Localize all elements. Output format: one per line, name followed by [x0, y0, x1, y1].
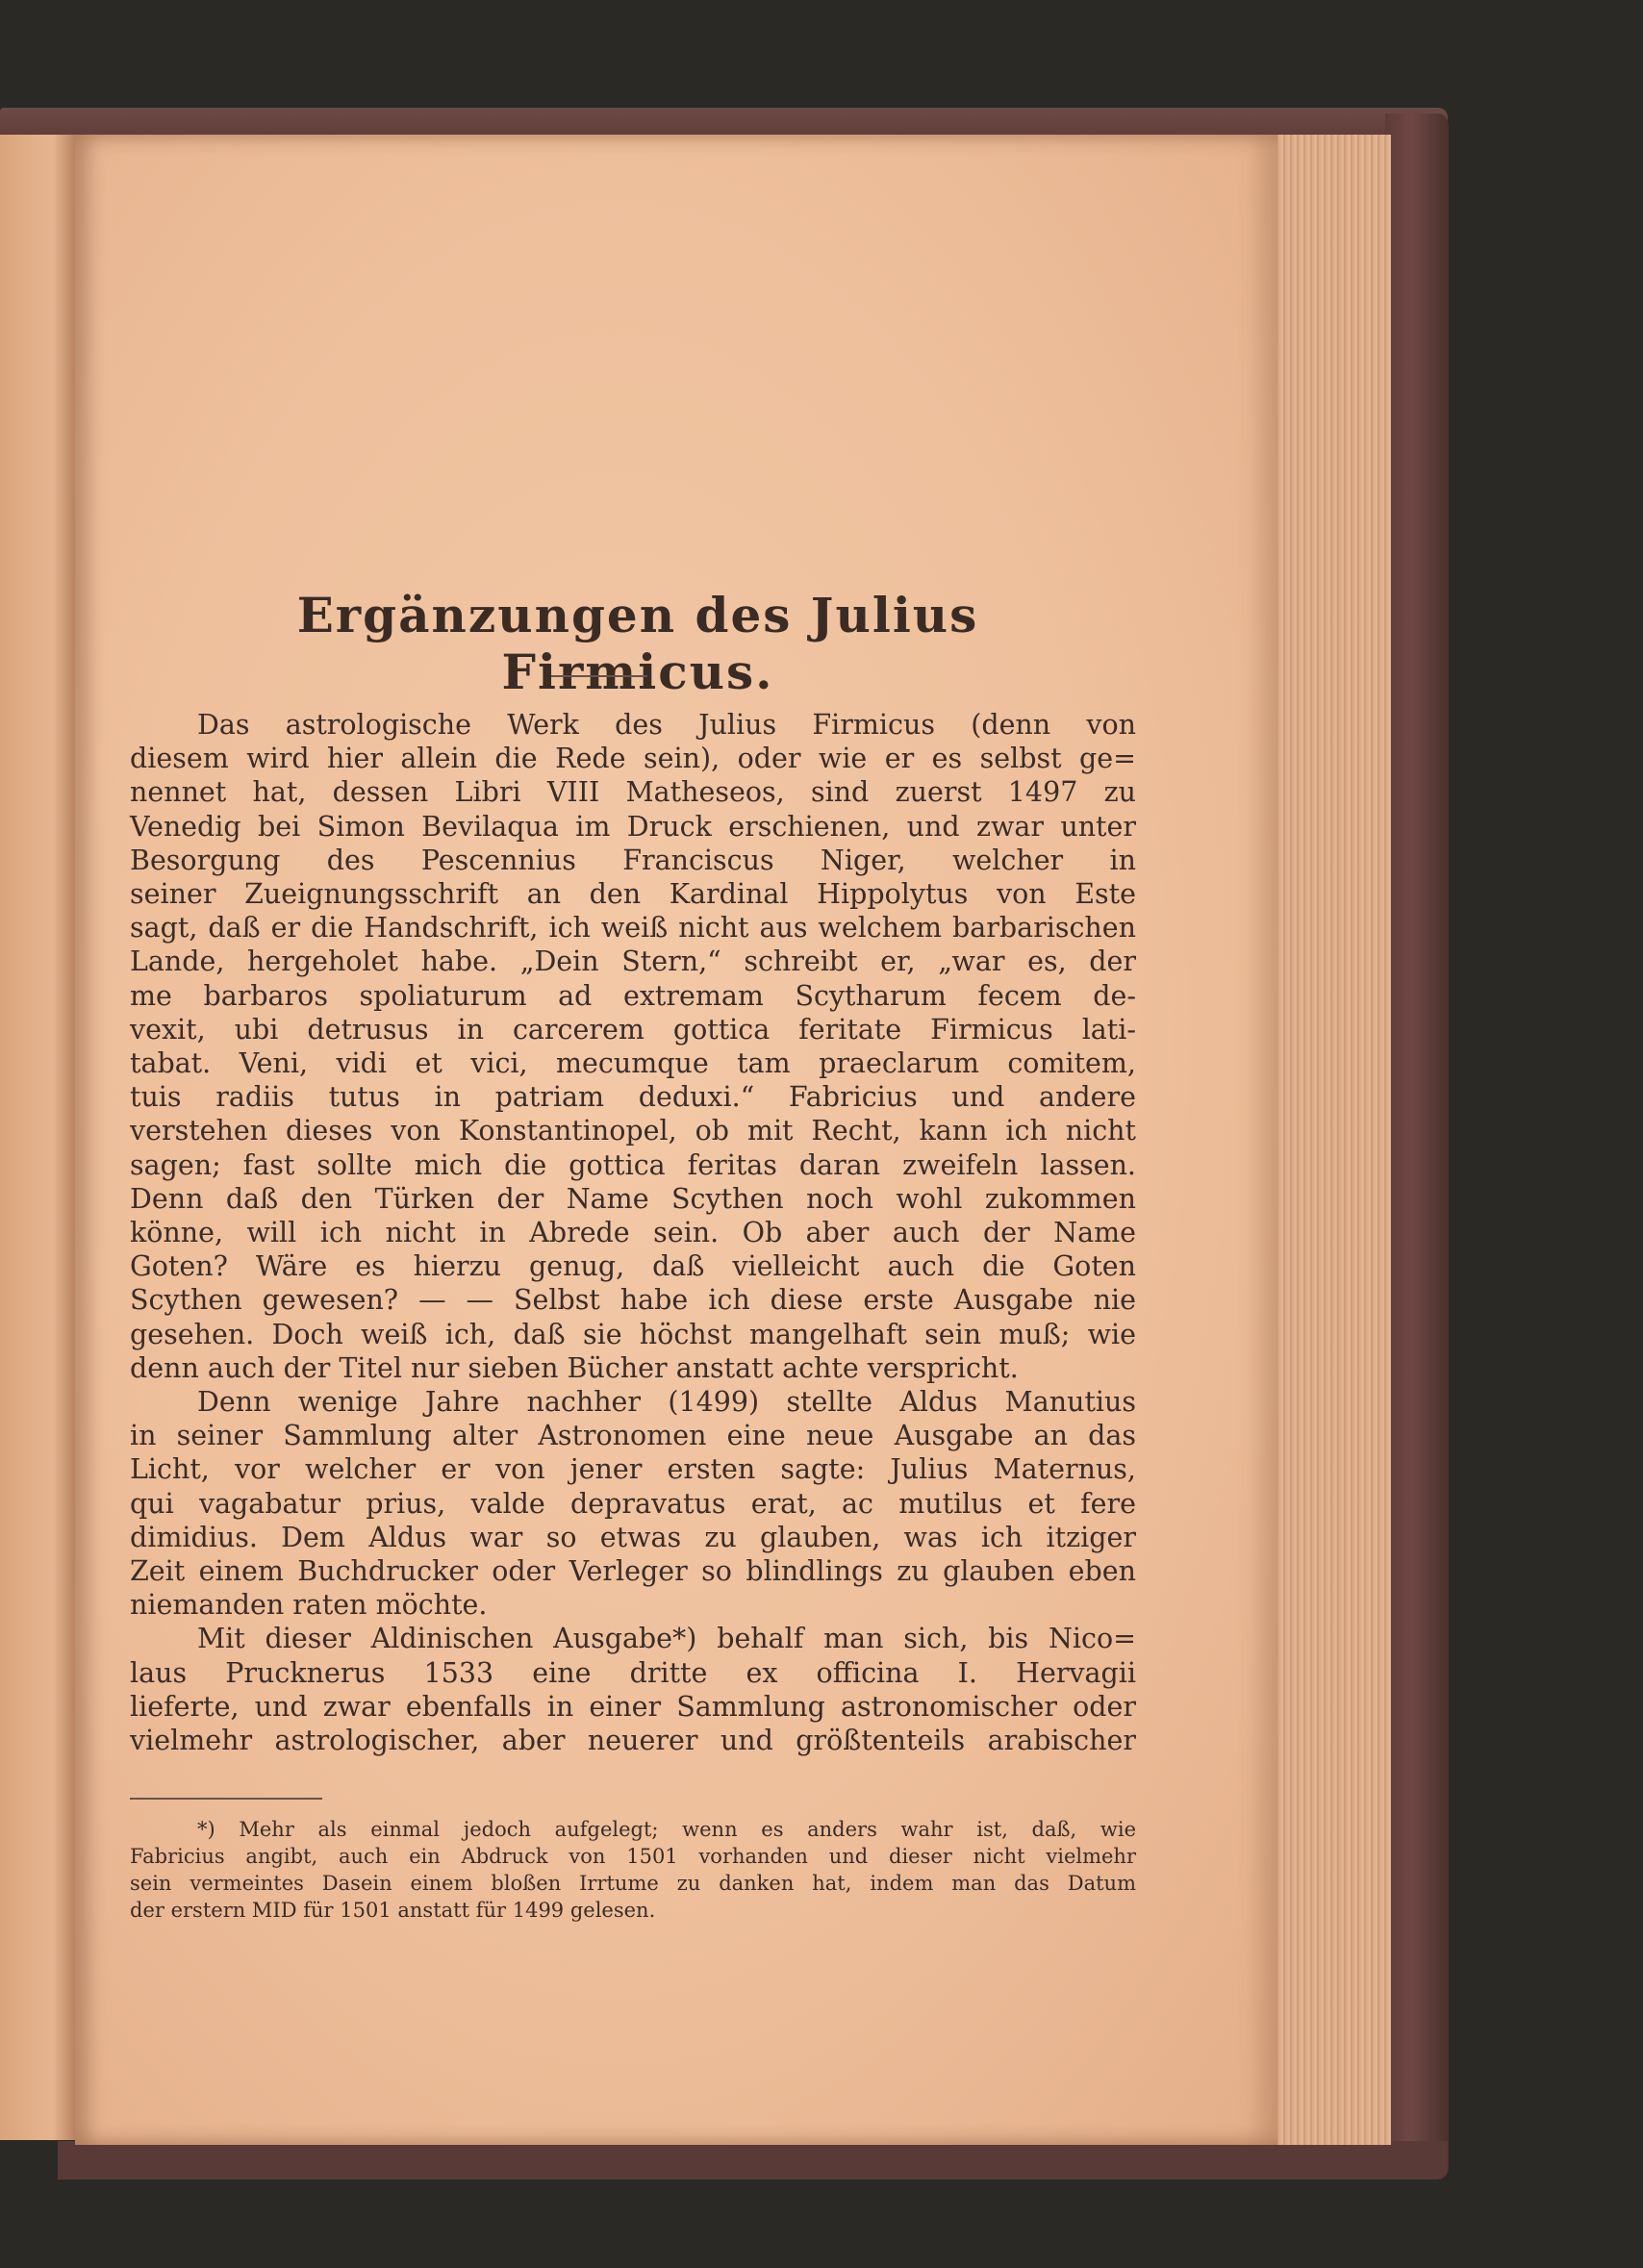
- footnote-line: der erstern MID für 1501 anstatt für 1499 gelesen.: [130, 1899, 656, 1922]
- footnote-line: Fabricius angibt, auch ein Abdruck von 1501 vorhanden und dieser nicht vielmehr: [130, 1845, 1136, 1868]
- body-line: laus Prucknerus 1533 eine dritte ex officina I. Hervagii: [130, 1656, 1136, 1689]
- body-line: Licht, vor welcher er von jener ersten sagte: Julius Maternus,: [130, 1453, 1136, 1486]
- body-line: gesehen. Doch weiß ich, daß sie höchst mangelhaft sein muß; wie: [130, 1318, 1136, 1350]
- body-line: qui vagabatur prius, valde depravatus erat, ac mutilus et fere: [130, 1487, 1136, 1520]
- footnote-divider: [130, 1798, 322, 1800]
- page-title: Ergänzungen des Julius Firmicus.: [296, 587, 979, 700]
- body-line: sagen; fast sollte mich die gottica feritas daran zweifeln lassen.: [130, 1148, 1136, 1181]
- body-line: me barbaros spoliaturum ad extremam Scytharum fecem de-: [130, 979, 1136, 1012]
- footnote-line: *) Mehr als einmal jedoch aufgelegt; wenn es anders wahr ist, daß, wie: [197, 1818, 1136, 1841]
- body-text: [130, 708, 1136, 1757]
- body-line: Goten? Wäre es hierzu genug, daß vielleicht auch die Goten: [130, 1250, 1136, 1283]
- body-line: Denn daß den Türken der Name Scythen noch wohl zukommen: [130, 1182, 1136, 1215]
- body-line: tabat. Veni, vidi et vici, mecumque tam praeclarum comitem,: [130, 1047, 1136, 1080]
- footnote: [130, 1816, 1136, 1924]
- body-line: verstehen dieses von Konstantinopel, ob mit Recht, kann ich nicht: [130, 1115, 1136, 1147]
- body-line: dimidius. Dem Aldus war so etwas zu glauben, was ich itziger: [130, 1521, 1136, 1553]
- previous-page-edge: [0, 135, 75, 2140]
- page-stack-edges: [1266, 135, 1391, 2145]
- book-cover-right: [1385, 113, 1449, 2180]
- body-line: Venedig bei Simon Bevilaqua im Druck erschienen, und zwar unter: [130, 810, 1136, 843]
- body-line: Denn wenige Jahre nachher (1499) stellte Aldus Manutius: [197, 1386, 1136, 1419]
- body-line: tuis radiis tutus in patriam deduxi.“ Fabricius und andere: [130, 1081, 1136, 1114]
- body-line: Besorgung des Pescennius Franciscus Niger, welcher in: [130, 844, 1136, 876]
- body-line: vexit, ubi detrusus in carcerem gottica feritate Firmicus lati-: [130, 1013, 1136, 1046]
- body-line: Zeit einem Buchdrucker oder Verleger so blindlings zu glauben eben: [130, 1555, 1136, 1588]
- book-cover-bottom: [58, 2141, 1448, 2180]
- title-divider: [551, 675, 647, 677]
- footnote-line: sein vermeintes Dasein einem bloßen Irrtume zu danken hat, indem man das Datum: [130, 1872, 1136, 1895]
- body-line: nennet hat, dessen Libri VIII Matheseos, sind zuerst 1497 zu: [130, 776, 1136, 809]
- body-line: lieferte, und zwar ebenfalls in einer Sammlung astronomischer oder: [130, 1690, 1136, 1723]
- body-line: vielmehr astrologischer, aber neuerer und größtenteils arabischer: [130, 1725, 1136, 1757]
- body-line: Lande, hergeholet habe. „Dein Stern,“ schreibt er, „war es, der: [130, 945, 1136, 978]
- body-line: sagt, daß er die Handschrift, ich weiß nicht aus welchem barbarischen: [130, 912, 1136, 945]
- body-line: Mit dieser Aldinischen Ausgabe*) behalf man sich, bis Nico=: [197, 1623, 1136, 1655]
- body-line: Das astrologische Werk des Julius Firmicus (denn von: [197, 709, 1136, 741]
- body-line: niemanden raten möchte.: [130, 1589, 488, 1622]
- body-line: denn auch der Titel nur sieben Bücher anstatt achte verspricht.: [130, 1351, 1019, 1384]
- body-line: Scythen gewesen? — — Selbst habe ich diese erste Ausgabe nie: [130, 1284, 1136, 1317]
- body-line: diesem wird hier allein die Rede sein), oder wie er es selbst ge=: [130, 743, 1136, 775]
- body-line: seiner Zueignungsschrift an den Kardinal Hippolytus von Este: [130, 878, 1136, 911]
- body-line: in seiner Sammlung alter Astronomen eine neue Ausgabe an das: [130, 1420, 1136, 1452]
- body-line: könne, will ich nicht in Abrede sein. Ob aber auch der Name: [130, 1217, 1136, 1249]
- book-page: [75, 135, 1277, 2145]
